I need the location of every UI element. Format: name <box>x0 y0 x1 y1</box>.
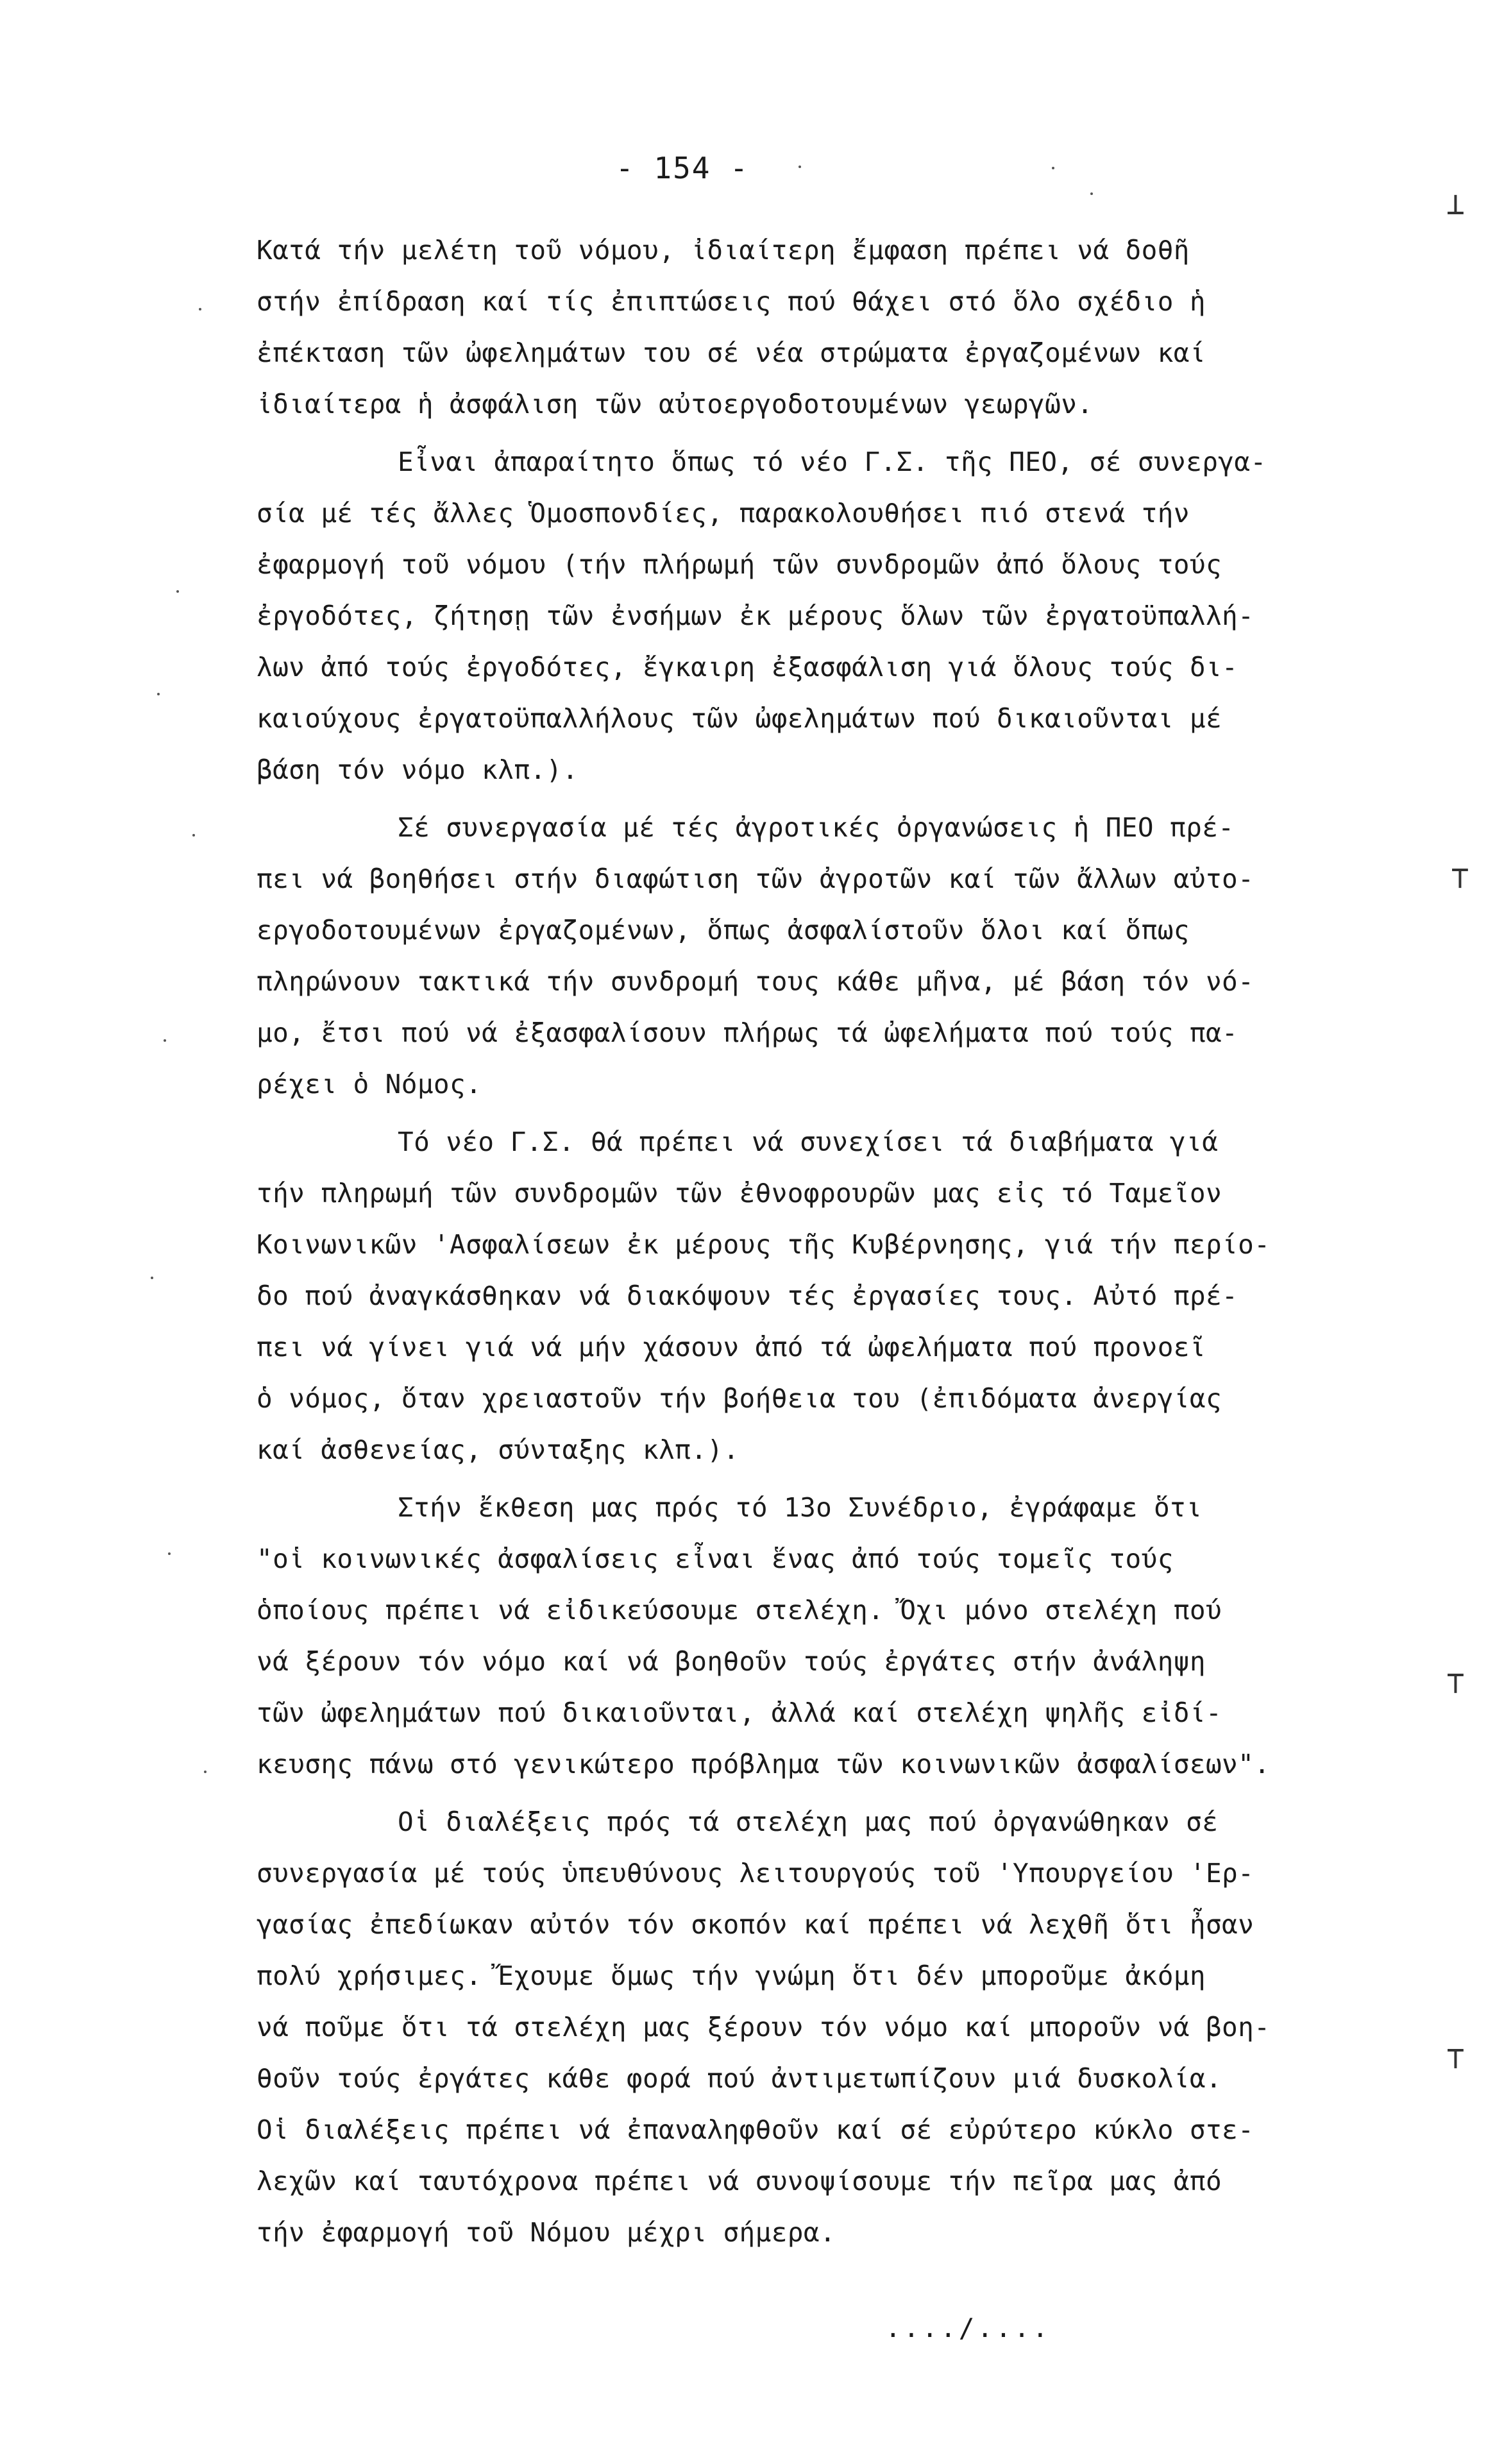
paragraph <box>257 1482 1347 1790</box>
paragraph <box>257 1116 1347 1475</box>
scan-speck <box>164 1039 166 1042</box>
text-line: βάση τόν νόμο κλπ.). <box>257 754 579 785</box>
text-line: τῶν ὠφελημάτων πού δικαιοῦνται, ἀλλά καί στελέχη ψηλῆς εἰδί- <box>257 1697 1222 1728</box>
text-line: πληρώνουν τακτικά τήν συνδρομή τους κάθε μῆνα, μέ βάση τόν νό- <box>257 966 1255 997</box>
scan-speck <box>157 693 160 695</box>
scan-speck <box>176 590 179 593</box>
text-line: ἐργοδότες, ζήτησῃ τῶν ἐνσήμων ἐκ μέρους ὅλων τῶν ἐργατοϋπαλλή- <box>257 600 1255 631</box>
paragraph-gap <box>257 1110 1347 1116</box>
text-line: ρέχει ὁ Νόμος. <box>257 1069 482 1100</box>
text-line: ἐπέκταση τῶν ὠφελημάτων του σέ νέα στρώματα ἐργαζομένων καί <box>257 337 1206 368</box>
text-line: ὁ νόμος, ὅταν χρειαστοῦν τήν βοήθεια του (ἐπιδόματα ἀνεργίας <box>257 1383 1222 1414</box>
text-line: ἐφαρμογή τοῦ νόμου (τήν πλήρωμή τῶν συνδρομῶν ἀπό ὅλους τούς <box>257 549 1222 580</box>
text-line: νά ποῦμε ὅτι τά στελέχη μας ξέρουν τόν νόμο καί μποροῦν νά βοη- <box>257 2012 1271 2043</box>
continuation-mark: ..../.... <box>885 2313 1051 2343</box>
scan-speck <box>1052 167 1054 169</box>
text-line: Τό νέο Γ.Σ. θά πρέπει νά συνεχίσει τά διαβήματα γιά <box>398 1126 1219 1157</box>
text-line: μο, ἔτσι πού νά ἐξασφαλίσουν πλήρως τά ὠφελήματα πού τούς πα- <box>257 1017 1238 1048</box>
text-line: Στήν ἔκθεση μας πρός τό 13ο Συνέδριο, ἐγράφαμε ὅτι <box>398 1492 1203 1523</box>
paragraph-gap <box>257 430 1347 436</box>
text-line: Οἱ διαλέξεις πρός τά στελέχη μας πού ὀργανώθηκαν σέ <box>398 1806 1219 1837</box>
body-text <box>257 225 1347 2258</box>
text-line: "οἱ κοινωνικές ἀσφαλίσεις εἶναι ἕνας ἀπό τούς τομεῖς τούς <box>257 1543 1174 1574</box>
text-line: λεχῶν καί ταυτόχρονα πρέπει νά συνοψίσουμε τήν πεῖρα μας ἀπό <box>257 2166 1222 2196</box>
scan-speck <box>204 1771 207 1773</box>
scan-speck <box>199 308 201 310</box>
text-line: τήν πληρωμή τῶν συνδρομῶν τῶν ἐθνοφρουρῶν μας εἰς τό Ταμεῖον <box>257 1178 1222 1209</box>
text-line: πει νά γίνει γιά νά μήν χάσουν ἀπό τά ὠφελήματα πού προνοεῖ <box>257 1332 1206 1363</box>
paragraph-gap <box>257 795 1347 802</box>
paragraph <box>257 802 1347 1110</box>
text-line: τήν ἐφαρμογή τοῦ Νόμου μέχρι σήμερα. <box>257 2217 836 2248</box>
text-line: Κατά τήν μελέτη τοῦ νόμου, ἰδιαίτερη ἔμφαση πρέπει νά δοθῆ <box>257 235 1190 266</box>
paragraph <box>257 1796 1347 2258</box>
text-line: Σέ συνεργασία μέ τές ἀγροτικές ὀργανώσεις ἡ ΠΕΟ πρέ- <box>398 812 1235 843</box>
text-line: συνεργασία μέ τούς ὑπευθύνους λειτουργούς τοῦ 'Υπουργείου 'Ερ- <box>257 1858 1255 1889</box>
text-line: καί ἀσθενείας, σύνταξης κλπ.). <box>257 1434 739 1465</box>
paragraph-gap <box>257 1790 1347 1796</box>
margin-tick-mark: ⊥ <box>1446 186 1465 222</box>
text-line: νά ξέρουν τόν νόμο καί νά βοηθοῦν τούς ἐργάτες στήν ἀνάληψη <box>257 1646 1206 1677</box>
text-line: Οἱ διαλέξεις πρέπει νά ἐπαναληφθοῦν καί σέ εὐρύτερο κύκλο στε- <box>257 2114 1255 2145</box>
text-line: λων ἀπό τούς ἐργοδότες, ἔγκαιρη ἐξασφάλιση γιά ὅλους τούς δι- <box>257 652 1238 683</box>
text-line: θοῦν τούς ἐργάτες κάθε φορά πού ἀντιμετωπίζουν μιά δυσκολία. <box>257 2063 1222 2094</box>
text-line: σία μέ τές ἄλλες Ὁμοσπονδίες, παρακολουθήσει πιό στενά τήν <box>257 498 1190 529</box>
scan-speck <box>192 834 195 837</box>
text-line: ὁποίους πρέπει νά εἰδικεύσουμε στελέχη. Ὄχι μόνο στελέχη πού <box>257 1595 1222 1626</box>
scan-speck <box>168 1552 171 1555</box>
paragraph <box>257 225 1347 430</box>
scan-speck <box>151 1277 153 1279</box>
text-line: καιούχους ἐργατοϋπαλλήλους τῶν ὠφελημάτων πού δικαιοῦνται μέ <box>257 703 1222 734</box>
text-line: πει νά βοηθήσει στήν διαφώτιση τῶν ἀγροτῶν καί τῶν ἄλλων αὐτο- <box>257 863 1255 894</box>
paragraph-gap <box>257 1475 1347 1482</box>
margin-tick-mark: ⊤ <box>1446 1665 1465 1701</box>
text-line: Εἶναι ἀπαραίτητο ὅπως τό νέο Γ.Σ. τῆς ΠΕΟ, σέ συνεργα- <box>398 446 1267 477</box>
text-line: Κοινωνικῶν 'Ασφαλίσεων ἐκ μέρους τῆς Κυβέρνησης, γιά τήν περίο- <box>257 1229 1271 1260</box>
scan-speck <box>1090 192 1093 195</box>
text-line: στήν ἐπίδραση καί τίς ἐπιπτώσεις πού θάχει στό ὅλο σχέδιο ἡ <box>257 286 1206 317</box>
margin-tick-mark: ⊤ <box>1446 2040 1465 2076</box>
text-line: κευσης πάνω στό γενικώτερο πρόβλημα τῶν κοινωνικῶν ἀσφαλίσεων". <box>257 1749 1271 1780</box>
text-line: γασίας ἐπεδίωκαν αὐτόν τόν σκοπόν καί πρέπει νά λεχθῆ ὅτι ἦσαν <box>257 1909 1255 1940</box>
scan-speck <box>798 166 801 168</box>
text-line: πολύ χρήσιμες. Ἔχουμε ὅμως τήν γνώμη ὅτι δέν μποροῦμε ἀκόμη <box>257 1960 1206 1991</box>
text-line: εργοδοτουμένων ἐργαζομένων, ὅπως ἀσφαλίστοῦν ὅλοι καί ὅπως <box>257 915 1190 946</box>
text-line: ἰδιαίτερα ἡ ἀσφάλιση τῶν αὐτοεργοδοτουμένων γεωργῶν. <box>257 389 1094 420</box>
paragraph <box>257 436 1347 795</box>
page-number: - 154 - <box>616 151 749 185</box>
text-line: δο πού ἀναγκάσθηκαν νά διακόψουν τές ἐργασίες τους. Αὐτό πρέ- <box>257 1280 1238 1311</box>
margin-tick-mark: ⊤ <box>1451 860 1469 896</box>
